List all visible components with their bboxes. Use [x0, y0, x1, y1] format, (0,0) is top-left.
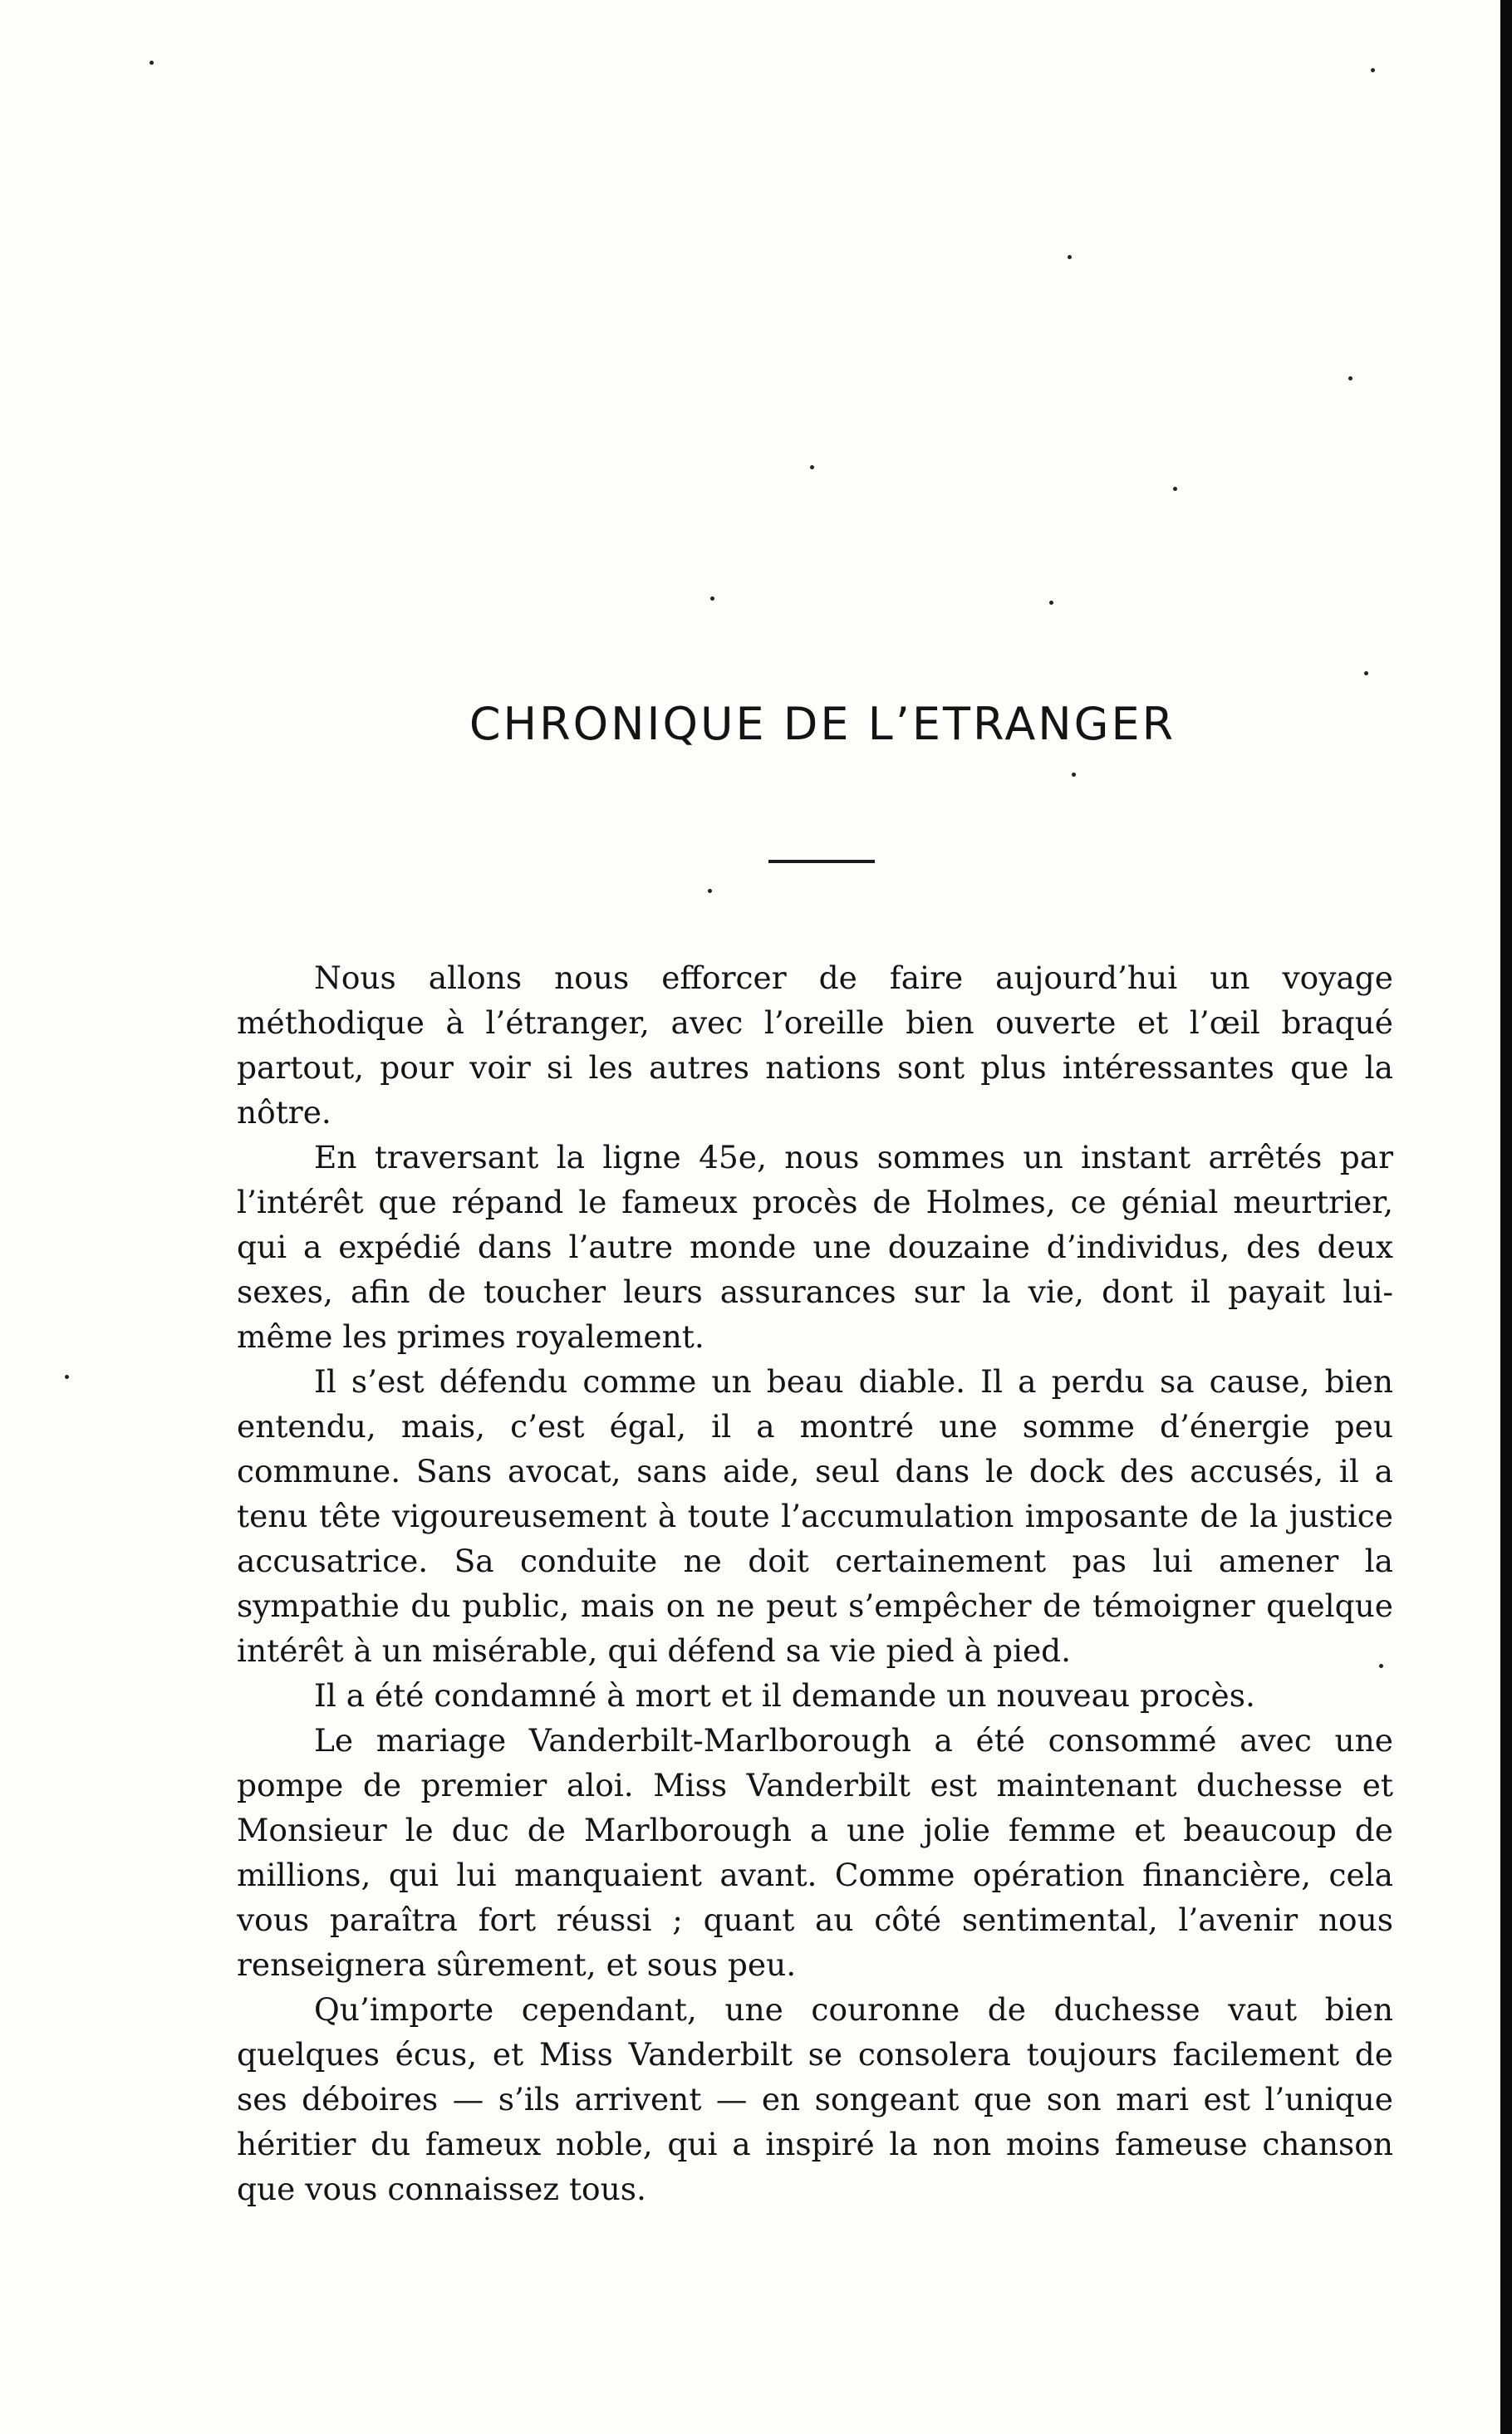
ink-speck: [810, 465, 814, 469]
paragraph: Qu’importe cependant, une couronne de duchesse vaut bien quelques écus, et Miss Vanderbilt se consolera toujours facilement de ses déboires — s’ils arrivent — en songeant que son mari est l’unique héritier du fameux noble, qui a inspiré la non moins fameuse chanson que vous connaissez tous.: [237, 1991, 1393, 2207]
ink-speck: [150, 61, 154, 65]
paragraph: Le mariage Vanderbilt-Marlborough a été consommé avec une pompe de premier aloi. Miss Vanderbilt est maintenant duchesse et Monsieur le duc de Marlborough a une jolie femme et beaucoup de millions, qui lui manquaient avant. Comme opération financière, cela vous paraîtra fort réussi ; quant au côté sentimental, l’avenir nous renseignera sûrement, et sous peu.: [237, 1722, 1393, 1983]
ink-speck: [65, 1375, 69, 1379]
paragraph: Nous allons nous efforcer de faire aujourd’hui un voyage méthodique à l’étranger, avec l’oreille bien ouverte et l’œil braqué partout, pour voir si les autres nations sont plus intéressantes que la nôtre.: [237, 959, 1393, 1131]
paragraph: En traversant la ligne 45e, nous sommes un instant arrêtés par l’intérêt que répand le fameux procès de Holmes, ce génial meurtrier, qui a expédié dans l’autre monde une douzaine d’individus, des deux sexes, afin de toucher leurs assurances sur la vie, dont il payait lui-même les primes royalement.: [237, 1139, 1393, 1355]
title-divider: [768, 860, 875, 863]
ink-speck: [1049, 601, 1053, 605]
scan-edge-shadow: [1500, 0, 1512, 2434]
ink-speck: [710, 596, 714, 601]
chapter-title: CHRONIQUE DE L’ETRANGER: [469, 698, 1176, 750]
paragraph: Il a été condamné à mort et il demande un nouveau procès.: [314, 1677, 1255, 1714]
ink-speck: [1068, 255, 1072, 259]
ink-speck: [1371, 68, 1375, 72]
ink-speck: [1348, 376, 1352, 380]
ink-speck: [1072, 773, 1076, 777]
ink-speck: [1173, 487, 1177, 491]
article-body: [237, 955, 1393, 2211]
paragraph: Il s’est défendu comme un beau diable. Il a perdu sa cause, bien entendu, mais, c’est égal, il a montré une somme d’énergie peu commune. Sans avocat, sans aide, seul dans le dock des accusés, il a tenu tête vigoureusement à toute l’accumulation imposante de la justice accusatrice. Sa conduite ne doit certainement pas lui amener la sympathie du public, mais on ne peut s’empêcher de témoigner quelque intérêt à un misérable, qui défend sa vie pied à pied.: [237, 1363, 1393, 1669]
ink-speck: [1364, 671, 1368, 675]
ink-speck: [708, 889, 712, 893]
